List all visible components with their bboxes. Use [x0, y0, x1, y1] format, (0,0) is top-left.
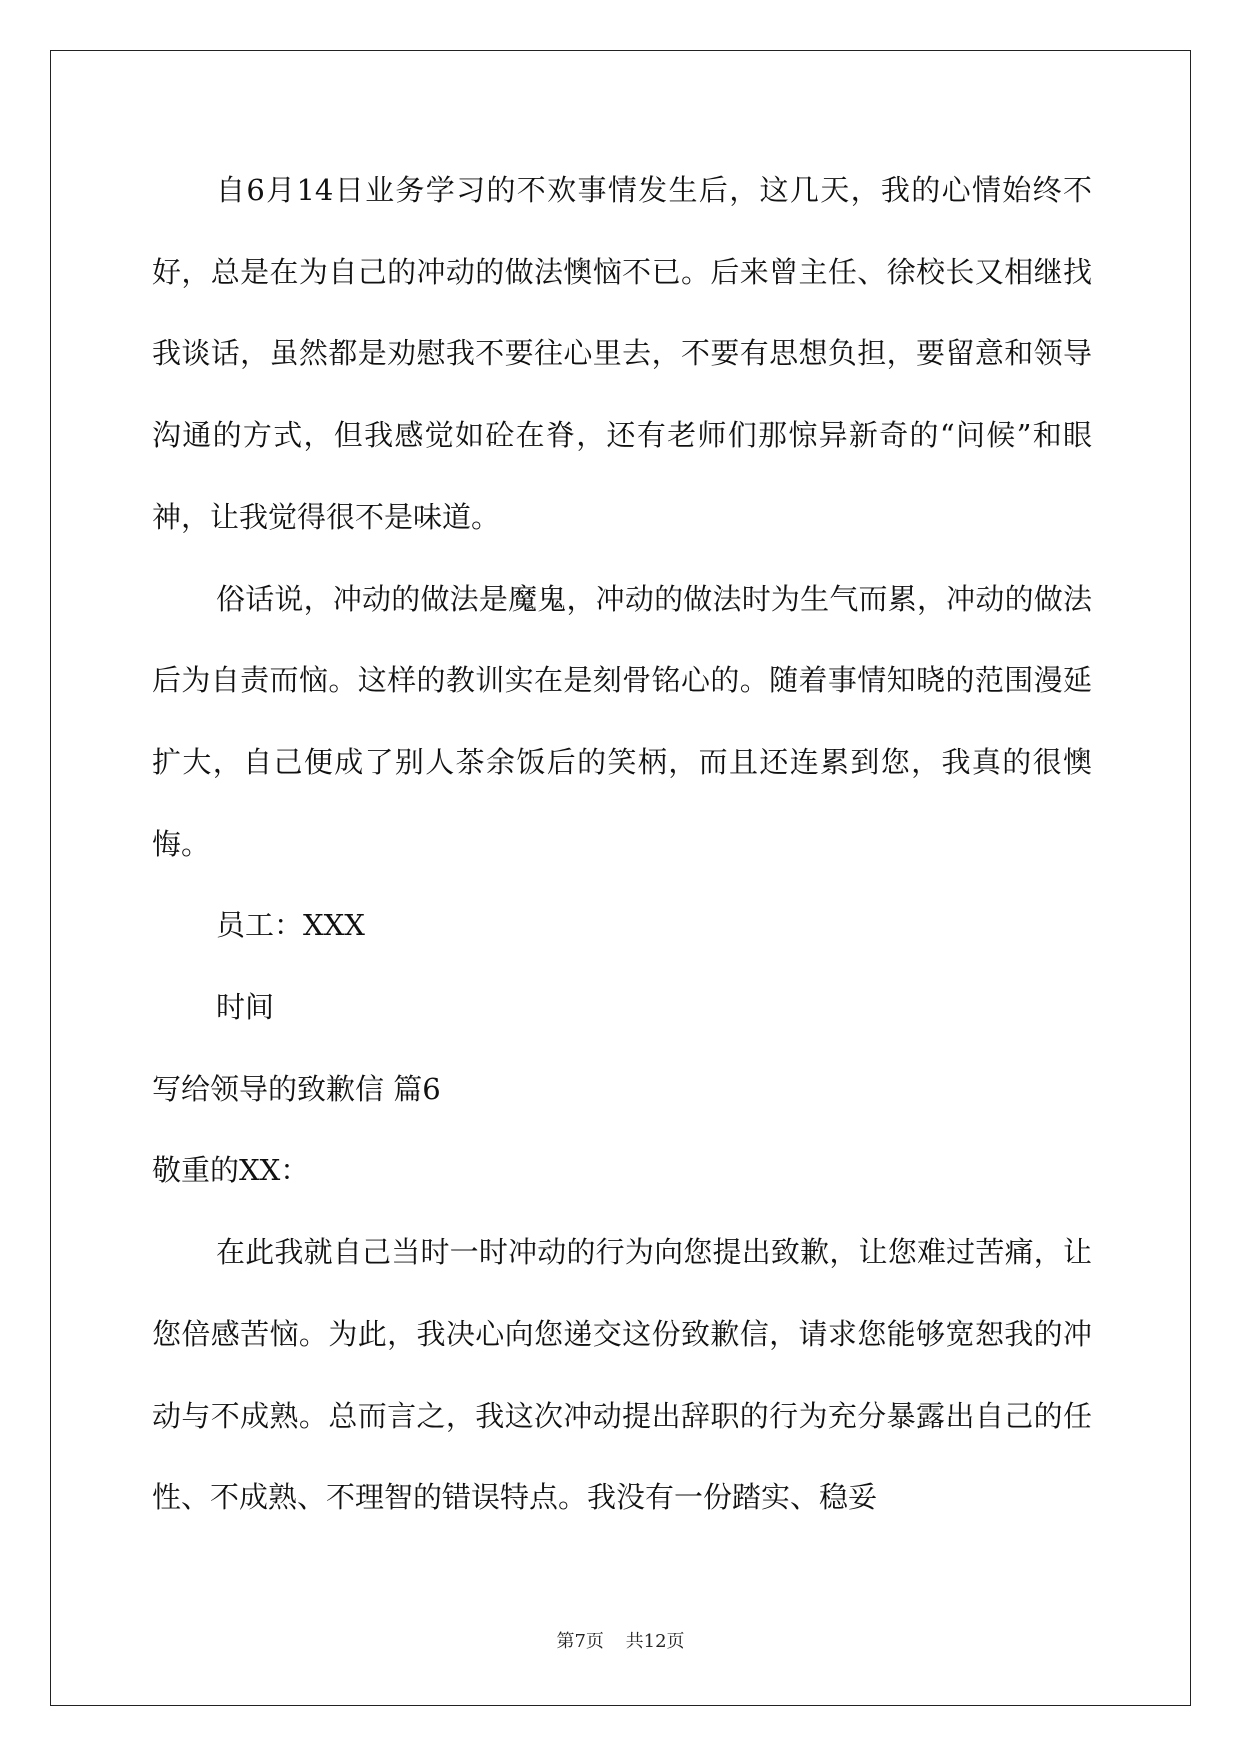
- page-footer: [0, 1627, 1241, 1653]
- section-heading: 写给领导的致歉信 篇6: [152, 1071, 441, 1106]
- page-total: 共12页: [625, 1631, 685, 1652]
- signature-date: 时间: [216, 990, 275, 1025]
- signature-employee: 员工：XXX: [216, 908, 365, 943]
- page-number: 第7页: [556, 1631, 604, 1652]
- paragraph-2: 俗话说，冲动的做法是魔鬼，冲动的做法时为生气而累，冲动的做法后为自责而恼。这样的教训实在是刻骨铭心的。随着事情知晓的范围漫延扩大，自己便成了别人茶余饭后的笑柄，而且还连累到您，我真的很懊悔。: [152, 581, 1092, 861]
- paragraph-3: 在此我就自己当时一时冲动的行为向您提出致歉，让您难过苦痛，让您倍感苦恼。为此，我决心向您递交这份致歉信，请求您能够宽恕我的冲动与不成熟。总而言之，我这次冲动提出辞职的行为充分暴露出自己的任性、不成熟、不理智的错误特点。我没有一份踏实、稳妥: [152, 1235, 1092, 1515]
- paragraph-1: 自6月14日业务学习的不欢事情发生后，这几天，我的心情始终不好，总是在为自己的冲动的做法懊恼不已。后来曾主任、徐校长又相继找我谈话，虽然都是劝慰我不要往心里去，不要有思想负担，要留意和领导沟通的方式，但我感觉如砼在脊，还有老师们那惊异新奇的“问候”和眼神，让我觉得很不是味道。: [152, 173, 1092, 534]
- document-body: [152, 150, 1092, 1539]
- salutation: 敬重的XX：: [152, 1153, 310, 1188]
